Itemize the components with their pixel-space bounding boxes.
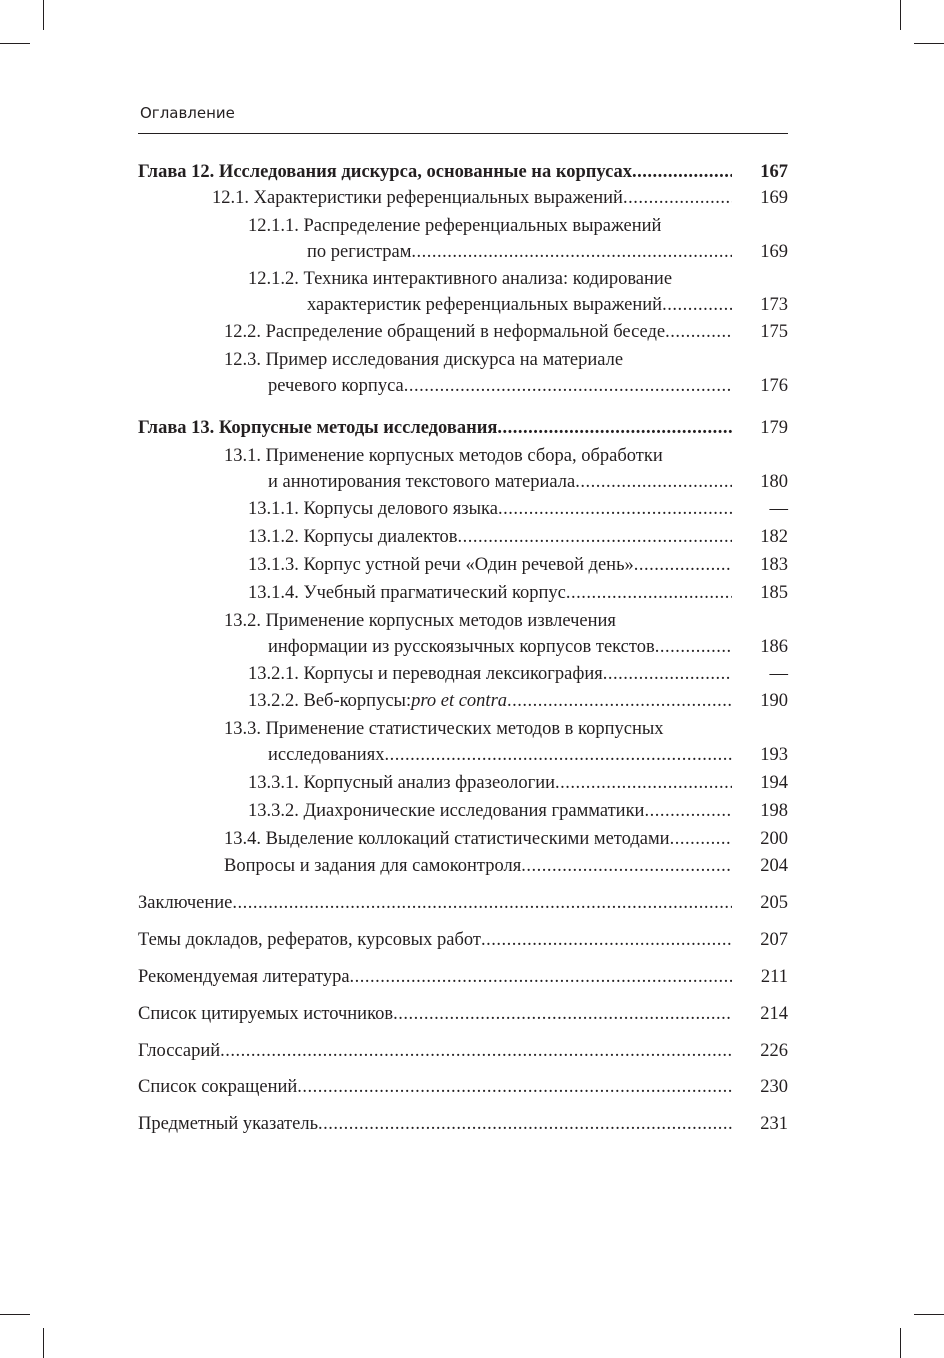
toc-page-number: 173 (760, 295, 788, 315)
dot-leader (507, 688, 732, 714)
dot-leader (575, 469, 732, 495)
toc-entry-title: 12.2. Распределение обращений в неформальной беседе (224, 322, 666, 342)
running-header: Оглавление (140, 104, 235, 122)
toc-entry-title: 13.3. Применение статистических методов в корпусных (224, 719, 664, 739)
toc-entry-title: речевого корпуса (268, 376, 404, 396)
toc-entry-title: 13.2.2. Веб-корпусы: (248, 691, 412, 711)
dot-leader (665, 319, 732, 345)
toc-entry-title: характеристик референциальных выражений (307, 295, 663, 315)
dot-leader (404, 373, 732, 399)
dot-leader (297, 1074, 732, 1100)
toc-page-number: 167 (760, 162, 788, 182)
toc-entry-title: Глава 13. Корпусные методы исследования (138, 418, 498, 438)
toc-page-number: 198 (760, 801, 788, 821)
dot-leader (662, 292, 732, 318)
toc-entry-title: по регистрам (307, 242, 412, 262)
toc-entry-title: Предметный указатель (138, 1114, 319, 1134)
toc-page-number: 190 (760, 691, 788, 711)
toc-entry-title: Глава 12. Исследования дискурса, основанные на корпусах (138, 162, 633, 182)
toc-page-number: 185 (760, 583, 788, 603)
crop-mark (43, 1328, 44, 1358)
toc-entry-title: 13.1.4. Учебный прагматический корпус (248, 583, 566, 603)
toc-page-number: 186 (760, 637, 788, 657)
toc-page-number: 214 (760, 1004, 788, 1024)
toc-entry-title: 12.1.1. Распределение референциальных выражений (248, 216, 662, 236)
toc-entry-title: 13.4. Выделение коллокаций статистическими методами (224, 829, 670, 849)
toc-page-number: 226 (760, 1041, 788, 1061)
toc-entry-title: 13.3.2. Диахронические исследования грамматики (248, 801, 645, 821)
dot-leader (623, 185, 732, 211)
toc-page-number: 169 (760, 242, 788, 262)
crop-mark (0, 1314, 30, 1315)
toc-entry-title: 13.1.1. Корпусы делового языка (248, 499, 498, 519)
toc-entry-title: Темы докладов, рефератов, курсовых работ (138, 930, 481, 950)
toc-page-number: 180 (760, 472, 788, 492)
toc-page-number: 175 (760, 322, 788, 342)
dot-leader (655, 634, 732, 660)
toc-entry-title: 13.1.2. Корпусы диалектов (248, 527, 458, 547)
toc-page-number: 179 (760, 418, 788, 438)
toc-entry-title-italic: pro et contra (411, 691, 508, 711)
crop-mark (900, 0, 901, 30)
toc-entry-title: 13.2.1. Корпусы и переводная лексикография (248, 664, 603, 684)
crop-mark (914, 1314, 944, 1315)
toc-page-number: 211 (760, 967, 788, 987)
dot-leader (393, 1001, 732, 1027)
dot-leader (670, 826, 732, 852)
toc-entry-title: Рекомендуемая литература (138, 967, 350, 987)
crop-mark (0, 43, 30, 44)
dot-leader (521, 853, 732, 879)
toc-entry-title: 12.3. Пример исследования дискурса на материале (224, 350, 624, 370)
dot-leader (498, 496, 732, 522)
toc-page-number: 207 (760, 930, 788, 950)
toc-entry-title: информации из русскоязычных корпусов текстов (268, 637, 655, 657)
toc-page-number: 200 (760, 829, 788, 849)
dot-leader (350, 964, 732, 990)
dot-leader (644, 798, 732, 824)
dot-leader (232, 890, 732, 916)
toc-entry-title: Список цитируемых источников (138, 1004, 394, 1024)
dot-leader (384, 742, 732, 768)
toc-entry-title: Глоссарий (138, 1041, 221, 1061)
dot-leader (481, 927, 732, 953)
toc-page-number: 183 (760, 555, 788, 575)
crop-mark (900, 1328, 901, 1358)
toc-entry-title: Заключение (138, 893, 233, 913)
dot-leader (634, 552, 732, 578)
toc-entry-title: Список сокращений (138, 1077, 298, 1097)
toc-page-number: 205 (760, 893, 788, 913)
toc-page-number: — (769, 664, 788, 684)
toc-page-number: 182 (760, 527, 788, 547)
toc-entry-title: 13.1.3. Корпус устной речи «Один речевой день» (248, 555, 634, 575)
dot-leader (555, 770, 732, 796)
crop-mark (43, 0, 44, 30)
dot-leader (220, 1038, 732, 1064)
header-rule (138, 133, 788, 134)
toc-entry-title: 13.3.1. Корпусный анализ фразеологии (248, 773, 556, 793)
dot-leader (603, 661, 732, 687)
toc-page-number: 176 (760, 376, 788, 396)
toc-page-number: 204 (760, 856, 788, 876)
toc-page-number: 230 (760, 1077, 788, 1097)
dot-leader (497, 415, 732, 441)
toc-entry-title: 12.1.2. Техника интерактивного анализа: кодирование (248, 269, 673, 289)
toc-page-number: 194 (760, 773, 788, 793)
toc-entry-title: 13.2. Применение корпусных методов извлечения (224, 611, 616, 631)
toc-page-number: 231 (760, 1114, 788, 1134)
crop-mark (914, 43, 944, 44)
toc-entry-title: 12.1. Характеристики референциальных выражений (212, 188, 623, 208)
dot-leader (632, 159, 732, 185)
toc-page-number: 169 (760, 188, 788, 208)
dot-leader (458, 524, 732, 550)
toc-entry-title: исследованиях (268, 745, 385, 765)
toc-page-number: 193 (760, 745, 788, 765)
dot-leader (566, 580, 732, 606)
toc-entry-title: 13.1. Применение корпусных методов сбора, обработки (224, 446, 663, 466)
toc-page-number: — (769, 499, 788, 519)
dot-leader (318, 1111, 732, 1137)
toc-entry-title: и аннотирования текстового материала (268, 472, 576, 492)
dot-leader (411, 239, 732, 265)
toc-entry-title: Вопросы и задания для самоконтроля (224, 856, 522, 876)
